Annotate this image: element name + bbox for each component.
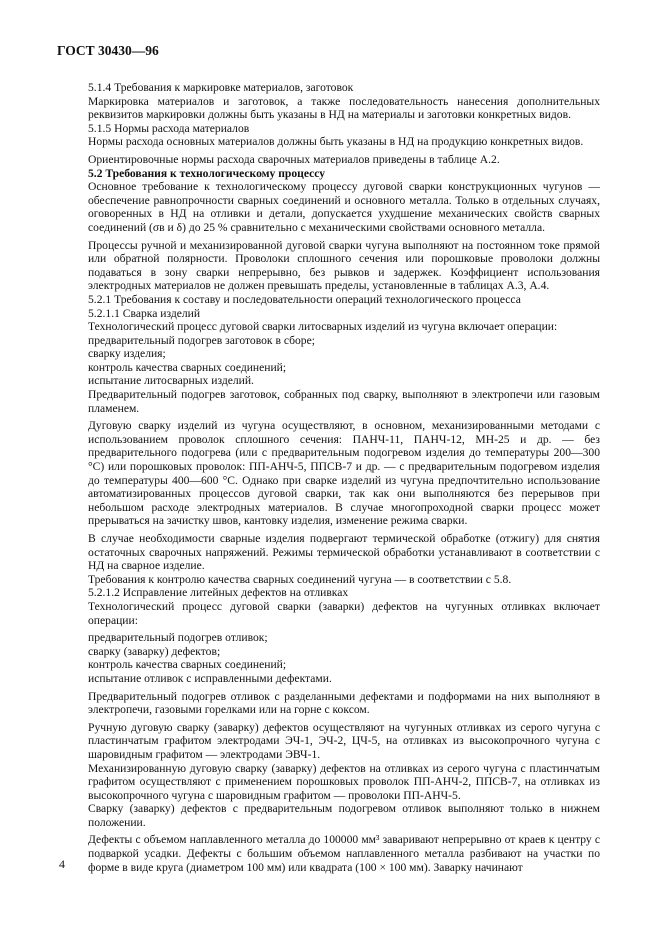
paragraph: сварку изделия; (88, 347, 166, 361)
paragraph: Предварительный подогрев отливок с разделанными дефектами и подформами на них выполняют в электропечи, газовыми горелками или на горне с коксом. (88, 689, 600, 717)
paragraph: 5.2.1.2 Исправление литейных дефектов на отливках (88, 586, 349, 600)
paragraph: предварительный подогрев отливок; (88, 631, 268, 645)
paragraph: Дуговую сварку изделий из чугуна осуществляют, в основном, механизированными методами с использованием проволок сплошного сечения: ПАНЧ-11, ПАНЧ-12, МН-25 и др. — без предварительного подогрева (или с предварительным подогревом изделия до температуры 200—300 °С) или порошковых проволок: ПП-АНЧ-5, ППСВ-7 и др. — с предварительным подогревом изделия до температуры 400—600 °С. Однако при сварке изделий из чугуна предпочтительно использование автоматизированных процессов дуговой сварки, так как они выполняются без перерывов при небольшом расходе электродных материалов. В случае многопроходной сварки процесс может прерываться на зачистку швов, кантовку изделия, изменение режима сварки. (88, 419, 600, 528)
paragraph: сварку (заварку) дефектов; (88, 644, 221, 658)
paragraph: Технологический процесс дуговой сварки литосварных изделий из чугуна включает операции: (88, 320, 558, 334)
paragraph: Сварку (заварку) дефектов с предварительным подогревом отливок выполняют только в нижнем положении. (88, 802, 600, 829)
page-number: 4 (59, 857, 65, 871)
document-header: ГОСТ 30430—96 (57, 43, 159, 58)
paragraph: В случае необходимости сварные изделия подвергают термической обработке (отжигу) для снятия остаточных сварочных напряжений. Режимы термической обработки устанавливают в соответствии с НД на сварное изделие. (88, 532, 600, 573)
paragraph: 5.2 Требования к технологическому процессу (88, 166, 326, 180)
paragraph: Дефекты с объемом наплавленного металла до 100000 мм³ заваривают непрерывно от краев к центру с подваркой усадки. Дефекты с большим объемом наплавленного металла разбивают на участки по форме в виде круга (диаметром 100 мм) или квадрата (100 × 100 мм). Заварку начинают (88, 833, 600, 874)
paragraph: Нормы расхода основных материалов должны быть указаны в НД на продукцию конкретных видов. (88, 135, 584, 149)
paragraph: предварительный подогрев заготовок в сборе; (88, 333, 315, 347)
paragraph: 5.2.1.1 Сварка изделий (88, 306, 201, 320)
paragraph: 5.2.1 Требования к составу и последовательности операций технологического процесса (88, 292, 521, 306)
paragraph: испытание отливок с исправленными дефектами. (88, 671, 332, 685)
paragraph: Технологический процесс дуговой сварки (заварки) дефектов на чугунных отливках включает операции: (88, 599, 600, 627)
document-body (88, 81, 600, 874)
paragraph: Маркировка материалов и заготовок, а также последовательность нанесения дополнительных реквизитов маркировки должны быть указаны в НД на материалы и заготовки конкретных видов. (88, 94, 600, 122)
paragraph: Основное требование к технологическому процессу дуговой сварки конструкционных чугунов — обеспечение равнопрочности сварных соединений и основного металла. Только в отдельных случаях, оговоренных в НД на отливки и детали, допускается ухудшение механических свойств сварных соединений (σв и δ) до 25 % сравнительно с механическими свойствами основного металла. (88, 180, 600, 234)
paragraph: Механизированную дуговую сварку (заварку) дефектов на отливках из серого чугуна с пластинчатым графитом осуществляют с применением порошковых проволок ПП-АНЧ-2, ППСВ-7, на отливках из высокопрочного чугуна с шаровидным графитом — проволоки ПП-АНЧ-5. (88, 761, 600, 802)
paragraph: 5.1.5 Нормы расхода материалов (88, 121, 250, 135)
paragraph: Ручную дуговую сварку (заварку) дефектов осуществляют на чугунных отливках из серого чугуна с пластинчатым графитом электродами ЭЧ-1, ЭЧ-2, ЦЧ-5, на отливках из высокопрочного чугуна с шаровидным графитом — электродами ЭВЧ-1. (88, 720, 600, 761)
paragraph: Предварительный подогрев заготовок, собранных под сварку, выполняют в электропечи или газовым пламенем. (88, 388, 600, 415)
paragraph: Требования к контролю качества сварных соединений чугуна — в соответствии с 5.8. (88, 572, 512, 586)
paragraph: контроль качества сварных соединений; (88, 658, 287, 672)
paragraph: испытание литосварных изделий. (88, 374, 254, 388)
paragraph: Процессы ручной и механизированной дуговой сварки чугуна выполняют на постоянном токе прямой или обратной полярности. Проволоки сплошного сечения или порошковые проволоки должны подаваться в зону сварки непрерывно, без рывков и задержек. Коэффициент использования электродных материалов не должен превышать пределы, установленные в таблицах А.3, А.4. (88, 238, 600, 293)
paragraph: контроль качества сварных соединений; (88, 360, 287, 374)
paragraph: Ориентировочные нормы расхода сварочных материалов приведены в таблице А.2. (88, 152, 500, 166)
paragraph: 5.1.4 Требования к маркировке материалов, заготовок (88, 81, 354, 94)
